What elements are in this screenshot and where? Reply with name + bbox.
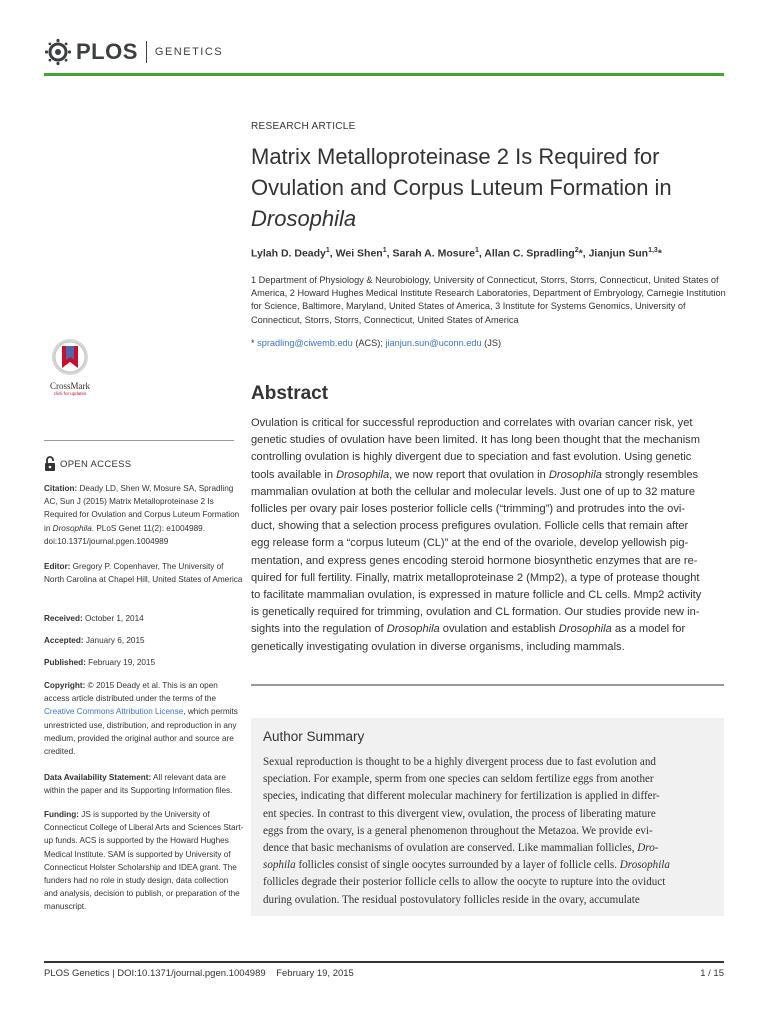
author-affiliation-marker: 2 xyxy=(574,247,579,254)
author-summary-text xyxy=(263,754,715,909)
text-run: , we now report that ovulation in xyxy=(389,468,549,481)
editor-text: Gregory P. Copenhaver, The University of North Carolina at Chapel Hill, United States of America xyxy=(44,562,243,585)
abstract-line xyxy=(251,570,725,587)
italic-term: Drosophila xyxy=(558,623,612,636)
author-affiliation-marker: 1 xyxy=(325,247,330,254)
received-label: Received: xyxy=(44,614,83,623)
abstract-line xyxy=(251,604,725,621)
received-date: October 1, 2014 xyxy=(82,614,144,623)
footer-rule xyxy=(44,961,724,963)
summary-line xyxy=(263,771,715,788)
text-run: controlling ovulation is highly divergent due to speciation and fast evolution. Using genetic xyxy=(251,451,692,464)
abstract-line xyxy=(251,587,725,604)
sidebar-divider xyxy=(44,440,234,441)
author-list xyxy=(251,247,662,260)
article-type: RESEARCH ARTICLE xyxy=(251,121,356,132)
italic-term: sophila xyxy=(263,859,296,872)
summary-line xyxy=(263,892,715,909)
italic-term: Drosophila xyxy=(548,468,602,481)
title-line-1: Matrix Metalloproteinase 2 Is Required for xyxy=(251,144,660,169)
text-run: Ovulation is critical for successful reproduction and correlates with ovarian cancer risk, yet xyxy=(251,417,693,429)
corresponding-authors xyxy=(251,338,501,348)
title-line-3: Drosophila xyxy=(251,206,357,231)
license-link[interactable]: Creative Commons Attribution License xyxy=(44,707,184,717)
title-line-2: Ovulation and Corpus Luteum Formation in xyxy=(251,175,672,200)
email-link-spradling[interactable]: spradling@ciwemb.edu xyxy=(257,338,353,348)
text-run: species, indicating that different molecular machinery for fertilization is applied in differ- xyxy=(263,790,660,803)
summary-line xyxy=(263,840,715,857)
text-run: follicles per ovary pair loses posterior follicle cells (“trimming”) and protrudes into the ovi- xyxy=(251,503,686,516)
abstract-line xyxy=(251,501,725,518)
contact-star: * xyxy=(251,338,255,348)
summary-line xyxy=(263,823,715,840)
text-run: egg release form a “corpus luteum (CL)” at the end of the ovariole, develop yellowish pig- xyxy=(251,537,689,550)
open-lock-icon xyxy=(44,456,56,472)
text-run: speciation. For example, sperm from one species can seldom fertilize eggs from another xyxy=(263,773,654,786)
author-affiliation-marker: 1,3 xyxy=(648,247,658,254)
data-availability-text: All relevant data are within the paper and its Supporting Information files. xyxy=(44,773,233,796)
italic-term: Dro- xyxy=(637,842,659,855)
editor-block xyxy=(44,560,244,586)
text-run: strongly resembles xyxy=(601,468,699,481)
author-separator: *, xyxy=(578,247,589,260)
text-run: quired for full fertility. Finally, matrix metalloproteinase 2 (Mmp2), a type of protease thought xyxy=(251,571,700,584)
citation-block xyxy=(44,482,244,548)
crossmark-label: CrossMark xyxy=(50,381,90,391)
text-run: genetically investigating ovulation in diverse organisms, including mammals. xyxy=(251,640,625,653)
funding-text: JS is supported by the University of Connecticut College of Liberal Arts and Sciences Start-up funds. ACS is supported by the Howard Hughes Medical Institute. SAM is supported by University of Connecticut Holster Scholarship and IDEA grant. The funders had no role in study design, data collection and analysis, decision to publish, or preparation of the manuscript. xyxy=(44,810,244,912)
copyright-block xyxy=(44,679,244,758)
journal-name: GENETICS xyxy=(154,46,224,58)
text-run: genetic studies of ovulation have been limited. It has long been thought that the mechanism xyxy=(251,434,700,447)
text-run: as a model for xyxy=(611,623,686,636)
crossmark-sublabel: click for updates xyxy=(53,391,87,396)
author-separator: , xyxy=(386,247,393,260)
data-availability-label: Data Availability Statement: xyxy=(44,773,152,782)
plos-logo-icon xyxy=(44,38,72,66)
author-affiliation-marker: 1 xyxy=(382,247,387,254)
published-block xyxy=(44,656,244,669)
summary-line xyxy=(263,857,715,874)
abstract-line xyxy=(251,535,725,552)
open-access-label: OPEN ACCESS xyxy=(60,458,132,470)
header-rule xyxy=(44,73,724,76)
plos-logo-text: PLOS xyxy=(76,39,138,64)
citation-label: Citation: xyxy=(44,484,78,493)
abstract-line xyxy=(251,415,725,432)
text-run: mentation, and express genes encoding steroid hormone biosynthetic enzymes that are re- xyxy=(251,554,698,567)
abstract-line xyxy=(251,621,725,638)
citation-italic: Drosophila xyxy=(52,523,92,533)
abstract-line xyxy=(251,639,725,656)
summary-line xyxy=(263,788,715,805)
citation-text-b: . PLoS Genet 11(2): e1004989. doi:10.1371/journal.pgen.1004989 xyxy=(44,523,205,546)
author-summary-heading: Author Summary xyxy=(263,729,365,744)
crossmark-badge[interactable] xyxy=(46,338,94,398)
summary-line xyxy=(263,806,715,823)
editor-label: Editor: xyxy=(44,562,71,571)
text-run: dence that basic mechanisms of ovulation are conserved. Like mammalian follicles, xyxy=(263,842,638,855)
author-separator: , xyxy=(329,247,336,260)
author-affiliation-marker: 1 xyxy=(474,247,479,254)
abstract-line xyxy=(251,484,725,501)
published-label: Published: xyxy=(44,658,86,667)
abstract-line xyxy=(251,518,725,535)
text-run: during ovulation. The residual postovulatory follicles reside in the ovary, accumulate xyxy=(263,893,640,906)
italic-term: Drosophila xyxy=(386,623,440,636)
open-access-badge xyxy=(44,456,131,472)
author-separator: * xyxy=(657,247,662,260)
italic-term: Drosophila xyxy=(619,859,670,872)
header-divider xyxy=(146,41,147,63)
article-title xyxy=(251,141,731,234)
abstract-text xyxy=(251,415,725,656)
abstract-heading: Abstract xyxy=(251,383,329,404)
text-run: tools available in xyxy=(251,468,337,481)
abstract-line xyxy=(251,449,725,466)
funding-block xyxy=(44,808,244,914)
contact-initials-1: (ACS); xyxy=(352,338,386,348)
abstract-line xyxy=(251,432,725,449)
abstract-line xyxy=(251,467,725,484)
copyright-label: Copyright: xyxy=(44,681,86,690)
author-summary-box xyxy=(251,718,724,916)
author-name: Jianjun Sun xyxy=(588,247,649,260)
crossmark-icon xyxy=(46,338,94,376)
affiliations: 1 Department of Physiology & Neurobiology, University of Connecticut, Storrs, Storrs, Connecticut, United States of America, 2 Howard Hughes Medical Institute Research Laboratories, Department of Embryology, Carnegie Institution for Science, Baltimore, Maryland, United States of America, 3 Institute for Systems Genomics, University of Connecticut, Storrs, Storrs, Connecticut, United States of America xyxy=(251,275,726,325)
summary-line xyxy=(263,754,715,771)
text-run: follicles consist of single oocytes surrounded by a layer of follicle cells. xyxy=(295,859,620,872)
accepted-date: January 6, 2015 xyxy=(83,636,145,645)
copyright-text-a: © 2015 Deady et al. This is an open access article distributed under the terms of the xyxy=(44,681,218,704)
accepted-label: Accepted: xyxy=(44,636,84,645)
author-name: Wei Shen xyxy=(335,247,383,260)
funding-label: Funding: xyxy=(44,810,80,819)
author-name: Allan C. Spradling xyxy=(484,247,575,260)
email-link-sun[interactable]: jianjun.sun@uconn.edu xyxy=(385,338,482,348)
text-run: to facilitate mammalian ovulation, is expressed in mature follicle and CL cells. Mmp2 activity xyxy=(251,589,702,602)
abstract-divider xyxy=(251,684,724,686)
contact-initials-2: (JS) xyxy=(481,338,502,348)
page-number: 1 / 15 xyxy=(700,968,724,979)
text-run: sights into the regulation of xyxy=(251,623,387,636)
accepted-block xyxy=(44,634,244,647)
journal-header xyxy=(44,32,223,72)
text-run: eggs from the ovary, is a general phenomenon throughout the Metazoa. We provide evi- xyxy=(263,824,653,837)
published-date: February 19, 2015 xyxy=(85,658,156,667)
copyright-text-b: , which permits unrestricted use, distribution, and reproduction in any medium, provided the original author and source are credited. xyxy=(44,707,238,757)
footer-citation: PLOS Genetics | DOI:10.1371/journal.pgen.1004989 February 19, 2015 xyxy=(44,968,354,979)
italic-term: Drosophila xyxy=(336,468,390,481)
author-separator: , xyxy=(478,247,485,260)
abstract-line xyxy=(251,553,725,570)
plos-logo[interactable] xyxy=(44,38,138,66)
author-name: Sarah A. Mosure xyxy=(392,247,475,260)
received-block xyxy=(44,612,244,625)
summary-line xyxy=(263,874,715,891)
text-run: is genetically required for trimming, ovulation and CL formation. Our studies provide new in- xyxy=(251,606,700,619)
text-run: Sexual reproduction is thought to be a highly divergent process due to fast evolution and xyxy=(263,756,656,768)
author-name: Lylah D. Deady xyxy=(251,247,326,260)
text-run: ent species. In contrast to this divergent view, ovulation, the process of liberating mature xyxy=(263,807,656,820)
text-run: follicles degrade their posterior follicle cells to allow the oocyte to rupture into the oviduct xyxy=(263,876,666,889)
data-availability-block xyxy=(44,771,244,797)
text-run: mammalian ovulation at both the cellular and molecular levels. Just one of up to 32 mature xyxy=(251,485,695,498)
text-run: ovulation and establish xyxy=(439,623,559,636)
text-run: duct, showing that a selection process prefigures ovulation. Follicle cells that remain after xyxy=(251,520,689,533)
citation-text-a: Deady LD, Shen W, Mosure SA, Spradling AC, Sun J (2015) Matrix Metalloproteinase 2 Is Required for Ovulation and Corpus Luteum Formation in xyxy=(44,484,240,533)
